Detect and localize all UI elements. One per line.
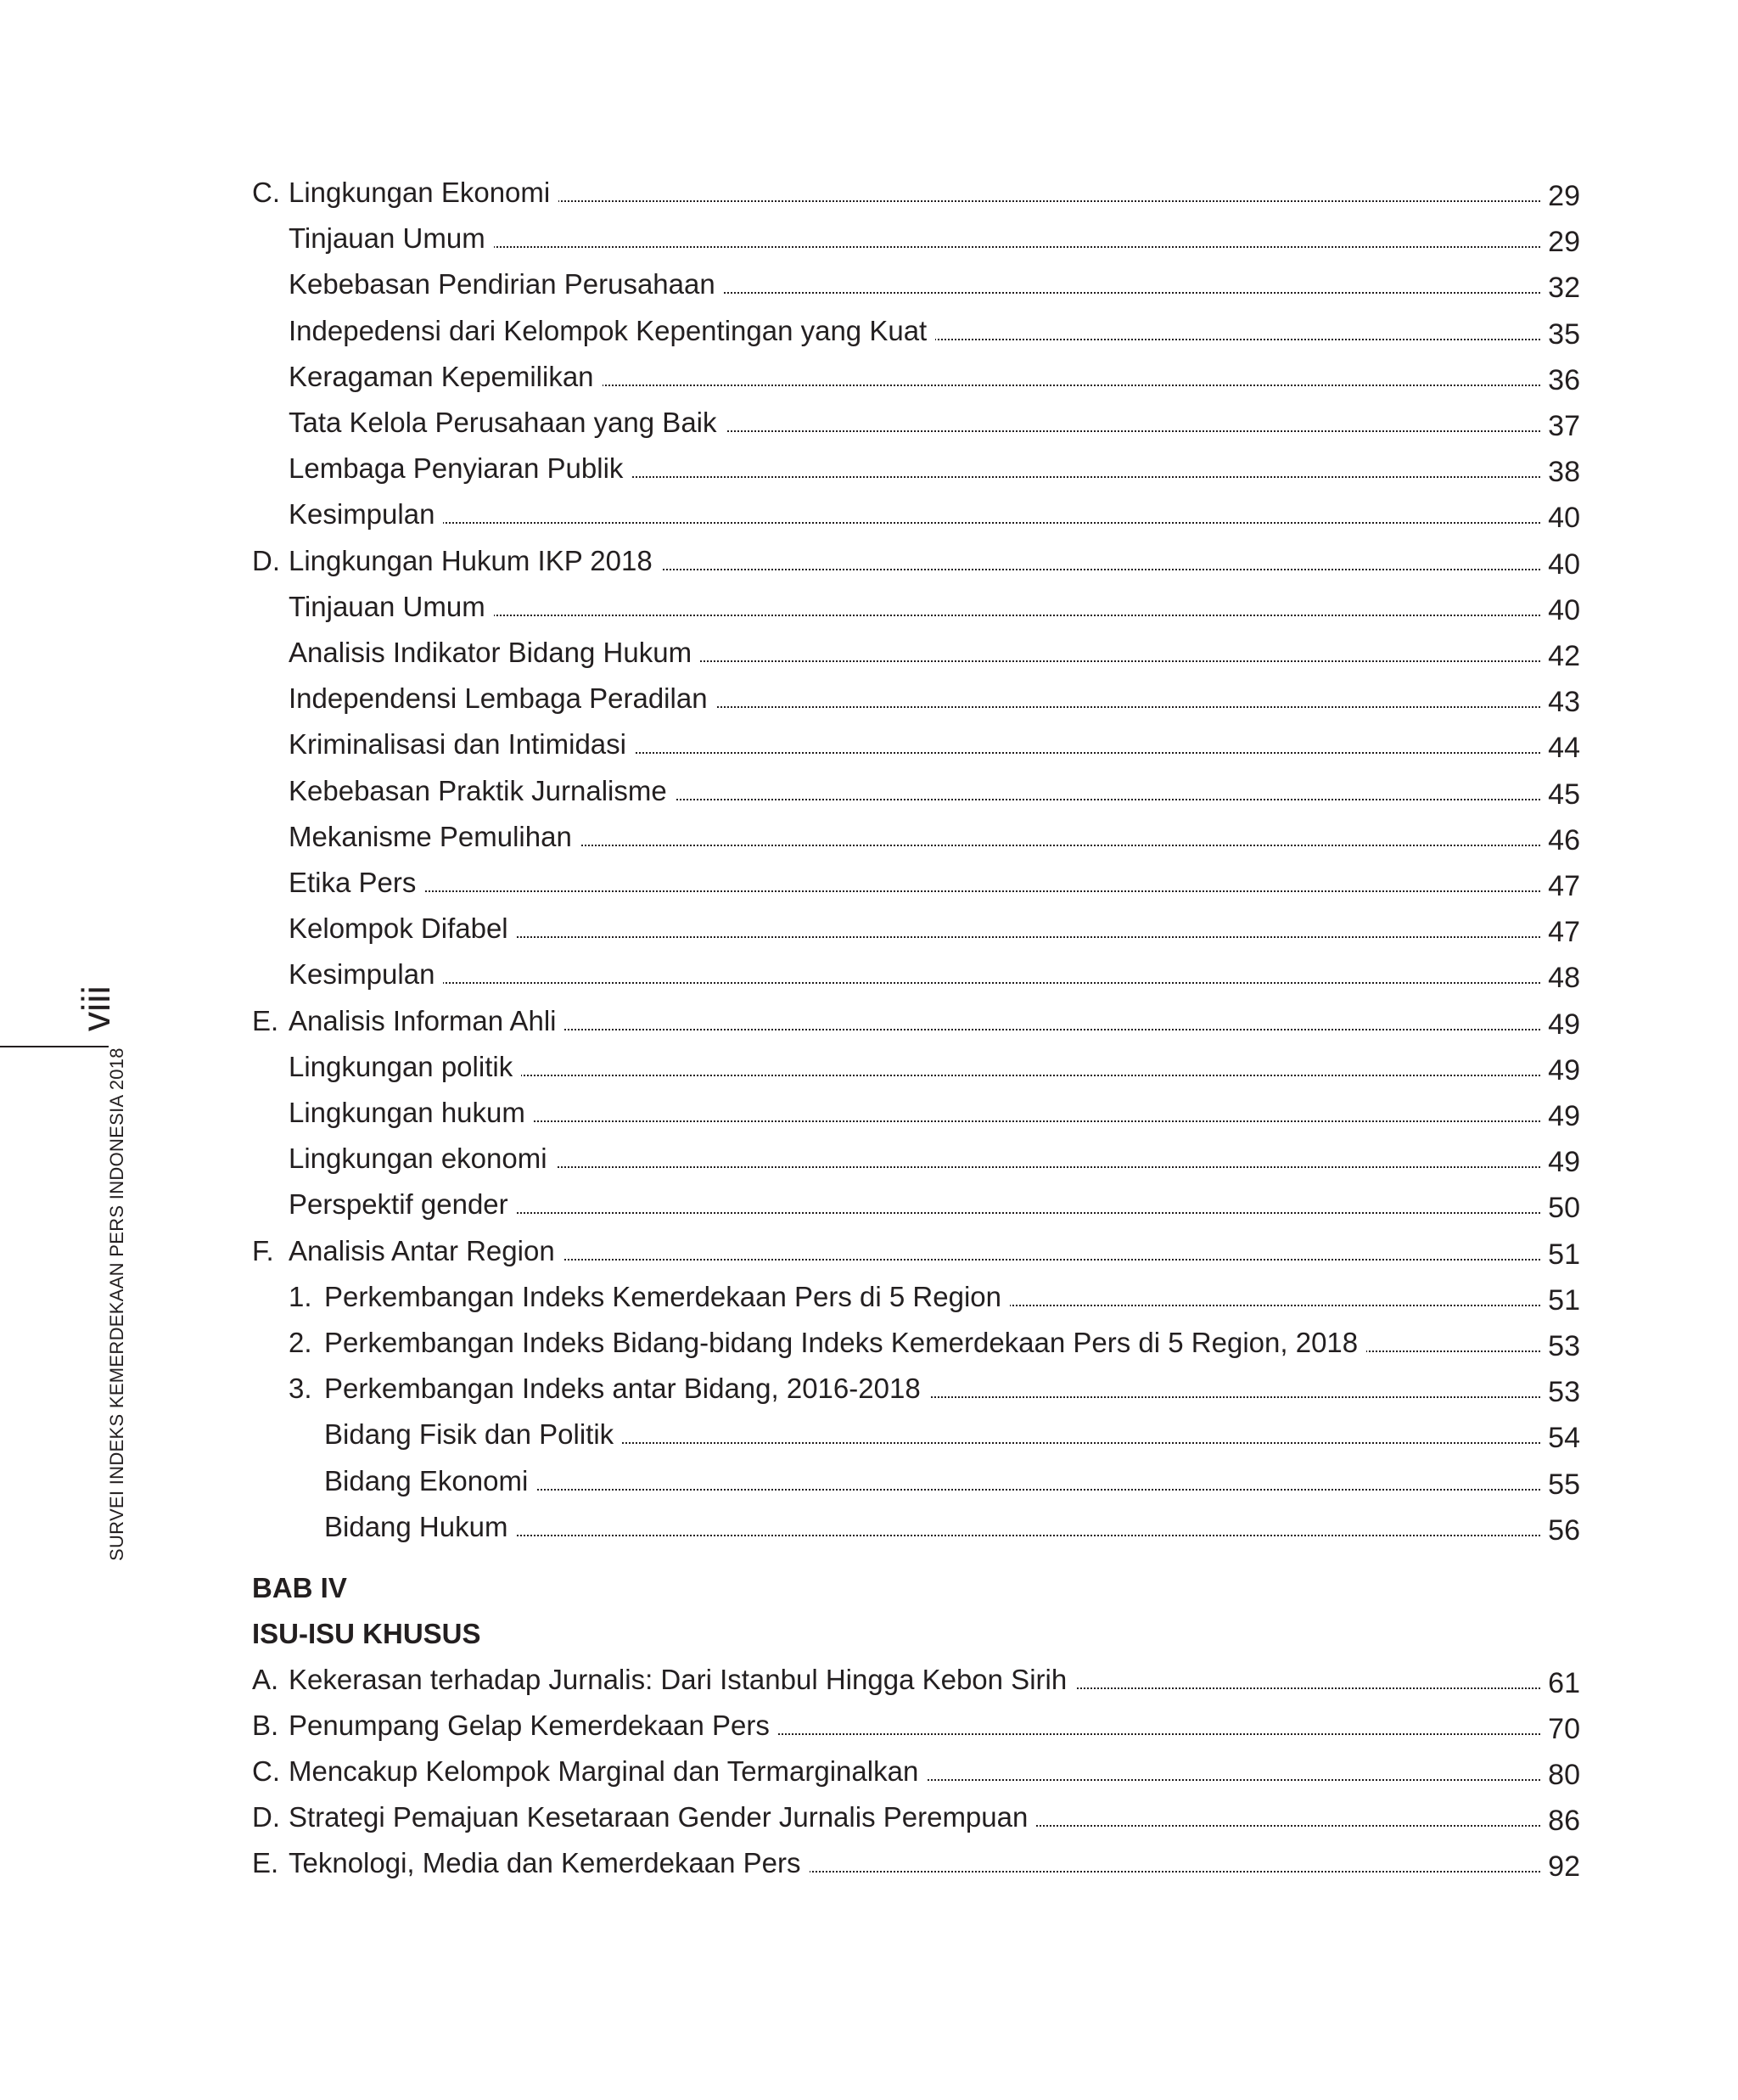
toc-entry-page-number: 44 <box>1548 732 1580 765</box>
toc-entry[interactable] <box>0 308 1738 354</box>
toc-entry[interactable] <box>0 1749 1738 1794</box>
toc-entry[interactable] <box>0 998 1738 1044</box>
toc-entry-title: Etika Pers <box>289 860 424 906</box>
side-page-number: viii <box>74 985 118 1031</box>
toc-entry-title: Analisis Antar Region <box>289 1228 563 1274</box>
toc-entry-title: Kriminalisasi dan Intimidasi <box>289 722 635 767</box>
toc-entry[interactable] <box>0 1136 1738 1182</box>
toc-entry-marker: 2. <box>289 1327 312 1358</box>
toc-entry-title: Lingkungan Ekonomi <box>289 170 558 216</box>
toc-entry-title: Kesimpulan <box>289 952 443 997</box>
toc-entry-marker: D. <box>252 544 280 576</box>
toc-entry-title: Mencakup Kelompok Marginal dan Termarginalkan <box>289 1749 927 1794</box>
toc-entry[interactable] <box>0 1366 1738 1412</box>
toc-entry-page-number: 35 <box>1548 317 1580 351</box>
toc-entry[interactable] <box>0 1274 1738 1320</box>
toc-entry-page-number: 51 <box>1548 1238 1580 1271</box>
toc-entry-title: Tata Kelola Perusahaan yang Baik <box>289 400 726 446</box>
toc-entry-marker: A. <box>252 1664 279 1695</box>
toc-entry-page-number: 49 <box>1548 1053 1580 1086</box>
toc-entry-title: Lembaga Penyiaran Publik <box>289 446 631 491</box>
toc-entry-marker: 3. <box>289 1373 312 1405</box>
chapter-number: BAB IV <box>252 1572 347 1603</box>
dot-leader <box>289 522 1540 524</box>
toc-entry-title: Lingkungan Hukum IKP 2018 <box>289 538 661 584</box>
toc-entry-title: Kebebasan Praktik Jurnalisme <box>289 768 676 814</box>
toc-entry-marker: E. <box>252 1847 279 1878</box>
toc-entry[interactable] <box>0 584 1738 630</box>
toc-entry[interactable] <box>0 768 1738 814</box>
toc-entry-page-number: 48 <box>1548 962 1580 995</box>
toc-entry-title: Kekerasan terhadap Jurnalis: Dari Istanbul Hingga Kebon Sirih <box>289 1657 1075 1703</box>
toc-entry-marker: C. <box>252 177 280 208</box>
toc-entry-page-number: 42 <box>1548 640 1580 672</box>
toc-entry-marker: 1. <box>289 1280 312 1312</box>
toc-entry-marker: F. <box>252 1234 274 1266</box>
toc-entry[interactable] <box>0 261 1738 307</box>
toc-entry-page-number: 38 <box>1548 456 1580 489</box>
toc-entry-title: Lingkungan politik <box>289 1044 521 1090</box>
toc-entry[interactable] <box>0 1840 1738 1886</box>
toc-entry-marker: E. <box>252 1004 279 1036</box>
toc-entry-marker: B. <box>252 1710 279 1741</box>
toc-entry-title: Indepedensi dari Kelompok Kepentingan yang Kuat <box>289 308 935 354</box>
toc-entry[interactable] <box>0 860 1738 906</box>
toc-entry[interactable] <box>0 1182 1738 1227</box>
chapter-title: ISU-ISU KHUSUS <box>252 1618 481 1649</box>
toc-entry-page-number: 86 <box>1548 1805 1580 1837</box>
toc-entry-marker: C. <box>252 1755 280 1787</box>
toc-entry-title: Lingkungan hukum <box>289 1090 534 1136</box>
toc-entry-page-number: 51 <box>1548 1283 1580 1317</box>
toc-entry-title: Analisis Indikator Bidang Hukum <box>289 630 700 676</box>
toc-entry[interactable] <box>0 1657 1738 1703</box>
toc-entry-page-number: 37 <box>1548 410 1580 442</box>
toc-entry-page-number: 29 <box>1548 180 1580 212</box>
toc-entry-page-number: 80 <box>1548 1759 1580 1791</box>
toc-entry-page-number: 29 <box>1548 226 1580 259</box>
toc-entry-page-number: 49 <box>1548 1146 1580 1179</box>
toc-entry-page-number: 40 <box>1548 593 1580 626</box>
toc-entry[interactable] <box>0 1228 1738 1274</box>
toc-entry-page-number: 56 <box>1548 1513 1580 1547</box>
toc-entry-page-number: 50 <box>1548 1192 1580 1225</box>
toc-entry[interactable] <box>0 1044 1738 1090</box>
toc-entry[interactable] <box>0 630 1738 676</box>
toc-entry[interactable] <box>0 722 1738 767</box>
toc-entry[interactable] <box>0 1504 1738 1550</box>
toc-entry-page-number: 70 <box>1548 1713 1580 1745</box>
toc-entry[interactable] <box>0 538 1738 584</box>
toc-entry-title: Keragaman Kepemilikan <box>289 354 603 400</box>
toc-entry-title: Kebebasan Pendirian Perusahaan <box>289 261 724 307</box>
toc-entry[interactable] <box>0 906 1738 952</box>
toc-entry[interactable] <box>0 1090 1738 1136</box>
toc-entry[interactable] <box>0 446 1738 491</box>
toc-entry-page-number: 47 <box>1548 916 1580 949</box>
toc-entry[interactable] <box>0 491 1738 537</box>
toc-entry-title: Analisis Informan Ahli <box>289 998 564 1044</box>
toc-entry[interactable] <box>0 354 1738 400</box>
toc-entry-page-number: 49 <box>1548 1008 1580 1041</box>
toc-entry-title: Perkembangan Indeks antar Bidang, 2016-2018 <box>324 1366 929 1412</box>
toc-entry[interactable] <box>0 1412 1738 1457</box>
toc-entry-page-number: 54 <box>1548 1422 1580 1455</box>
toc-entry-page-number: 32 <box>1548 272 1580 305</box>
toc-entry-page-number: 43 <box>1548 686 1580 719</box>
toc-entry-page-number: 46 <box>1548 823 1580 856</box>
toc-entry-title: Lingkungan ekonomi <box>289 1136 556 1182</box>
toc-entry[interactable] <box>0 814 1738 860</box>
toc-entry-title: Penumpang Gelap Kemerdekaan Pers <box>289 1703 778 1749</box>
toc-entry-page-number: 61 <box>1548 1667 1580 1699</box>
toc-entry-title: Strategi Pemajuan Kesetaraan Gender Jurnalis Perempuan <box>289 1794 1036 1840</box>
toc-entry-title: Kesimpulan <box>289 491 443 537</box>
toc-entry-page-number: 36 <box>1548 363 1580 396</box>
toc-entry-page-number: 53 <box>1548 1330 1580 1362</box>
toc-entry-title: Mekanisme Pemulihan <box>289 814 580 860</box>
toc-entry-title: Independensi Lembaga Peradilan <box>289 676 716 722</box>
toc-entry-title: Teknologi, Media dan Kemerdekaan Pers <box>289 1840 810 1886</box>
toc-entry-title: Tinjauan Umum <box>289 584 494 630</box>
side-running-head: SURVEI INDEKS KEMERDEKAAN PERS INDONESIA 2018 <box>106 1047 127 1561</box>
toc-entry-title: Bidang Ekonomi <box>324 1458 536 1504</box>
toc-entry[interactable] <box>0 1794 1738 1840</box>
toc-entry[interactable] <box>0 952 1738 997</box>
toc-entry-page-number: 55 <box>1548 1468 1580 1501</box>
toc-entry[interactable] <box>0 676 1738 722</box>
toc-entry-page-number: 40 <box>1548 547 1580 581</box>
toc-entry-page-number: 92 <box>1548 1850 1580 1883</box>
toc-entry-title: Bidang Hukum <box>324 1504 516 1550</box>
dot-leader <box>289 982 1540 984</box>
toc-entry-page-number: 45 <box>1548 778 1580 811</box>
toc-entry-title: Kelompok Difabel <box>289 906 517 952</box>
dot-leader <box>289 890 1540 892</box>
toc-entry[interactable] <box>0 216 1738 261</box>
toc-entry-page-number: 49 <box>1548 1100 1580 1132</box>
toc-entry-title: Perkembangan Indeks Kemerdekaan Pers di 5 Region <box>324 1274 1010 1320</box>
toc-entry[interactable] <box>0 1703 1738 1749</box>
toc-entry-page-number: 47 <box>1548 870 1580 902</box>
toc-entry-title: Perspektif gender <box>289 1182 517 1227</box>
toc-entry[interactable] <box>0 400 1738 446</box>
toc-entry-title: Tinjauan Umum <box>289 216 494 261</box>
toc-entry[interactable] <box>0 1458 1738 1504</box>
toc-entry[interactable] <box>0 1320 1738 1366</box>
toc-entry-page-number: 53 <box>1548 1376 1580 1409</box>
toc-entry-title: Perkembangan Indeks Bidang-bidang Indeks Kemerdekaan Pers di 5 Region, 2018 <box>324 1320 1366 1366</box>
toc-entry[interactable] <box>0 170 1738 216</box>
toc-entry-marker: D. <box>252 1801 280 1833</box>
toc-entry-title: Bidang Fisik dan Politik <box>324 1412 622 1457</box>
toc-entry-page-number: 40 <box>1548 502 1580 535</box>
